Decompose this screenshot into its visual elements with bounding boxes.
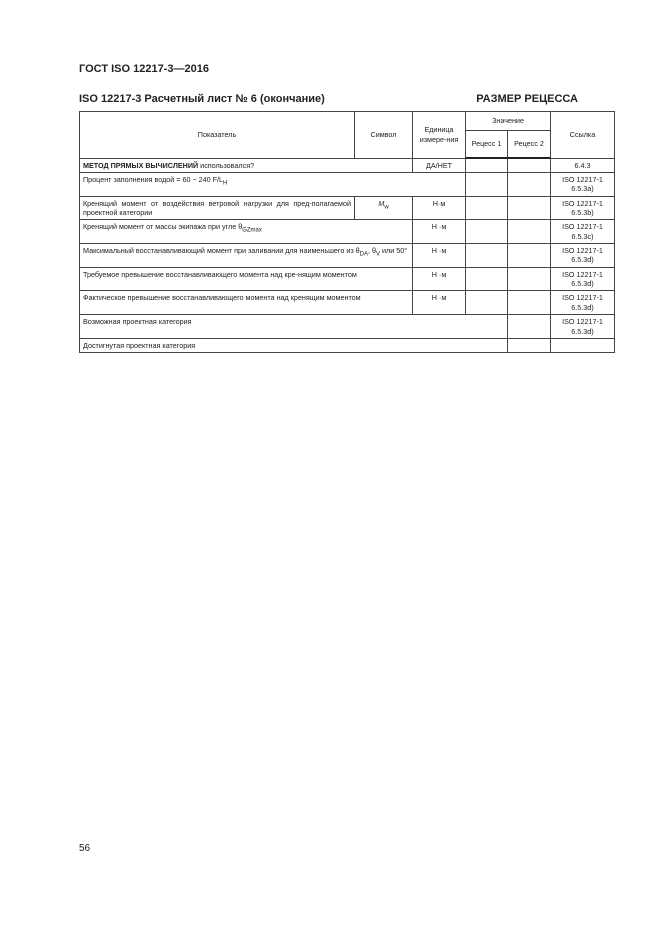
calculation-table: [79, 111, 615, 353]
row-reference: ISO 12217-1 6.5.3d): [551, 267, 615, 291]
row-unit: Н ·м: [413, 267, 466, 291]
recess-1-value[interactable]: [466, 158, 508, 172]
recess-2-value[interactable]: [508, 158, 551, 172]
method-question: использовался?: [198, 160, 255, 170]
recess-2-value[interactable]: [508, 220, 551, 244]
method-label: МЕТОД ПРЯМЫХ ВЫЧИСЛЕНИЙ: [83, 160, 199, 170]
row-reference: ISO 12217-1 6.5.3d): [551, 244, 615, 268]
row-reference: [551, 338, 615, 352]
col-header-symbol: Символ: [355, 112, 413, 159]
row-indicator: Возможная проектная категория: [80, 315, 508, 339]
row-indicator: Фактическое превышение восстанавливающего момента над кренящим моментом: [80, 291, 413, 315]
recess-2-value[interactable]: [508, 315, 551, 339]
row-unit: Н ·м: [413, 220, 466, 244]
recess-2-value[interactable]: [508, 267, 551, 291]
recess-2-value[interactable]: [508, 338, 551, 352]
sheet-title: ISO 12217-3 Расчетный лист № 6 (окончание): [79, 93, 325, 105]
row-unit: Н ·м: [413, 291, 466, 315]
recess-1-value[interactable]: [466, 267, 508, 291]
recess-1-value[interactable]: [466, 220, 508, 244]
recess-2-value[interactable]: [508, 196, 551, 220]
table-row: [80, 338, 615, 352]
sheet-subject: РАЗМЕР РЕЦЕССА: [476, 93, 578, 105]
recess-1-value[interactable]: [466, 172, 508, 196]
row-indicator: [80, 158, 413, 172]
row-indicator: Требуемое превышение восстанавливающего момента над кре-нящим моментом: [80, 267, 413, 291]
table-row: [80, 244, 615, 268]
recess-1-value[interactable]: [466, 196, 508, 220]
col-header-value: Значение: [466, 112, 551, 131]
row-reference: ISO 12217-1 6.5.3a): [551, 172, 615, 196]
page-number: 56: [79, 843, 91, 854]
row-unit: Н·м: [413, 196, 466, 220]
row-indicator: Кренящий момент от воздействия ветровой нагрузки для пред-полагаемой проектной категории: [80, 196, 355, 220]
recess-2-value[interactable]: [508, 172, 551, 196]
row-reference: ISO 12217-1 6.5.3c): [551, 220, 615, 244]
row-symbol: $M_w$: [355, 196, 413, 220]
table-row: [80, 315, 615, 339]
table-row: [80, 291, 615, 315]
row-unit: ДА/НЕТ: [413, 158, 466, 172]
col-header-recess-1: Рецесс 1: [466, 131, 508, 159]
table-row: [80, 267, 615, 291]
col-header-reference: Ссылка: [551, 112, 615, 159]
row-reference: ISO 12217-1 6.5.3d): [551, 315, 615, 339]
recess-1-value[interactable]: [466, 244, 508, 268]
col-header-unit: Единица измере-ния: [413, 112, 466, 159]
row-indicator: Процент заполнения водой = 60 − 240 $F/L_H$: [80, 172, 466, 196]
row-indicator: Кренящий момент от массы экипажа при угле $\theta_{GZmax}$: [80, 220, 413, 244]
table-row: [80, 158, 615, 172]
table-row: [80, 172, 615, 196]
recess-1-value[interactable]: [466, 291, 508, 315]
row-reference: 6.4.3: [551, 158, 615, 172]
row-unit: Н ·м: [413, 244, 466, 268]
table-row: [80, 220, 615, 244]
col-header-recess-2: Рецесс 2: [508, 131, 551, 159]
row-indicator: Максимальный восстанавливающий момент при заливании для наименьшего из $\theta_{DA}$, $\theta_V$ или 50°: [80, 244, 413, 268]
standard-header: ГОСТ ISO 12217-3—2016: [79, 63, 209, 75]
row-indicator: Достигнутая проектная категория: [80, 338, 508, 352]
row-reference: ISO 12217-1 6.5.3b): [551, 196, 615, 220]
recess-2-value[interactable]: [508, 244, 551, 268]
table-row: [80, 196, 615, 220]
recess-2-value[interactable]: [508, 291, 551, 315]
row-reference: ISO 12217-1 6.5.3d): [551, 291, 615, 315]
col-header-indicator: Показатель: [80, 112, 355, 159]
